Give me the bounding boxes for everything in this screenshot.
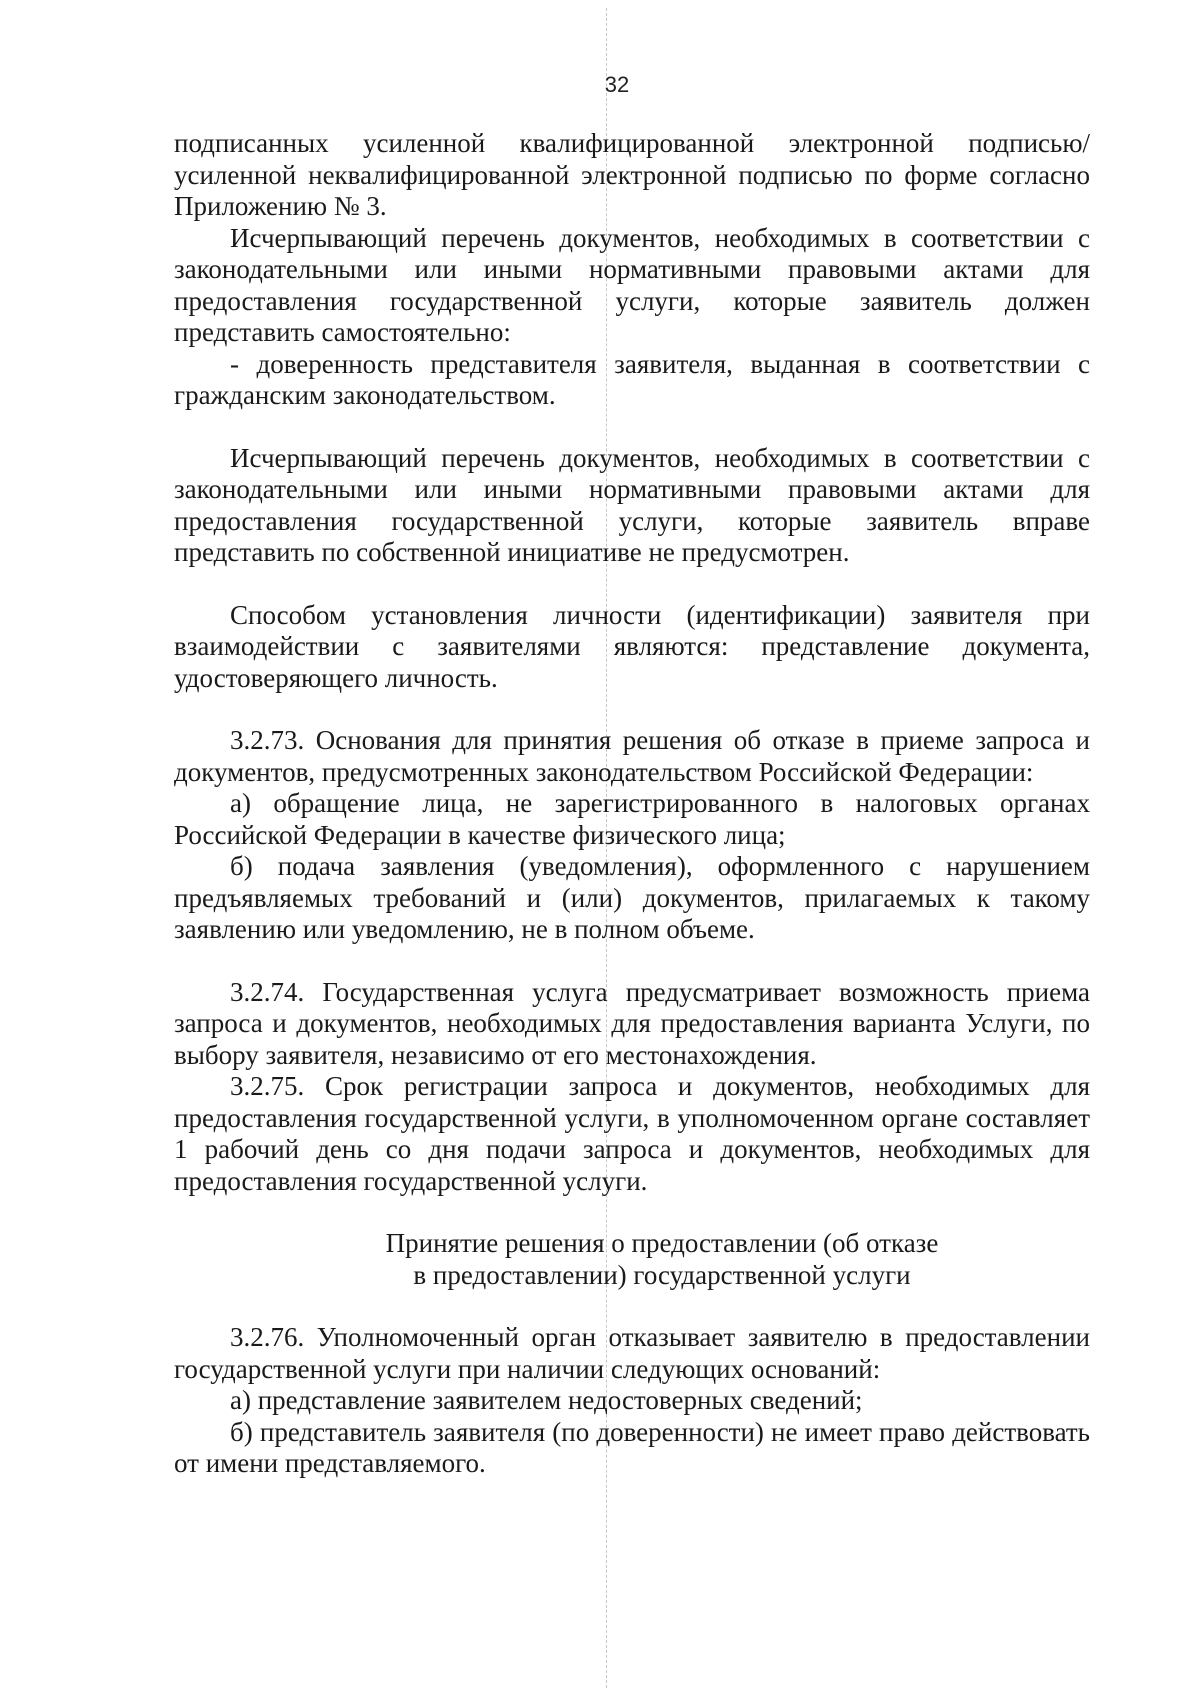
list-item-power-of-attorney: - доверенность представителя заявителя, выданная в соответствии с гражданским законодательством. [174,348,1090,410]
paragraph-3-2-73: 3.2.73. Основания для принятия решения об отказе в приеме запроса и документов, предусмотренных законодательством Российской Федерации: [174,725,1090,787]
paragraph-3-2-76: 3.2.76. Уполномоченный орган отказывает заявителю в предоставлении государственной услуги при наличии следующих оснований: [174,1322,1090,1384]
list-item-3-2-76-a: а) представление заявителем недостоверных сведений; [230,1385,863,1415]
document-body [174,128,1090,1480]
list-item-3-2-76-b: б) представитель заявителя (по доверенности) не имеет право действовать от имени представляемого. [174,1416,1090,1478]
page-number: 32 [604,72,630,97]
paragraph-optional-documents: Исчерпывающий перечень документов, необходимых в соответствии с законодательными или иными нормативными правовыми актами для предоставления государственной услуги, которые заявитель вправе представить по собственной инициативе не предусмотрен. [174,442,1090,567]
paragraph-3-2-75: 3.2.75. Срок регистрации запроса и документов, необходимых для предоставления государственной услуги, в уполномоченном органе составляет 1 рабочий день со дня подачи запроса и документов, необходимых для предоставления государственной услуги. [174,1071,1090,1196]
paragraph-3-2-74: 3.2.74. Государственная услуга предусматривает возможность приема запроса и документов, необходимых для предоставления варианта Услуги, по выбору заявителя, независимо от его местонахождения. [174,976,1090,1070]
paragraph-continuation: подписанных усиленной квалифицированной электронной подписью/усиленной неквалифицированной электронной подписью по форме согласно Приложению № 3. [174,128,1090,221]
paragraph-identification: Способом установления личности (идентификации) заявителя при взаимодействии с заявителями являются: представление документа, удостоверяющего личность. [174,599,1090,693]
list-item-3-2-73-b: б) подача заявления (уведомления), оформленного с нарушением предъявляемых требований и (или) документов, прилагаемых к такому заявлению или уведомлению, не в полном объеме. [174,851,1090,944]
paragraph-required-documents: Исчерпывающий перечень документов, необходимых в соответствии с законодательными или иными нормативными правовыми актами для предоставления государственной услуги, которые заявитель должен представить самостоятельно: [174,222,1090,347]
list-item-3-2-73-a: а) обращение лица, не зарегистрированного в налоговых органах Российской Федерации в качестве физического лица; [174,788,1090,850]
section-heading-line-2: в предоставлении) государственной услуги [413,1259,911,1290]
section-heading-line-1: Принятие решения о предоставлении (об отказе [385,1228,939,1258]
